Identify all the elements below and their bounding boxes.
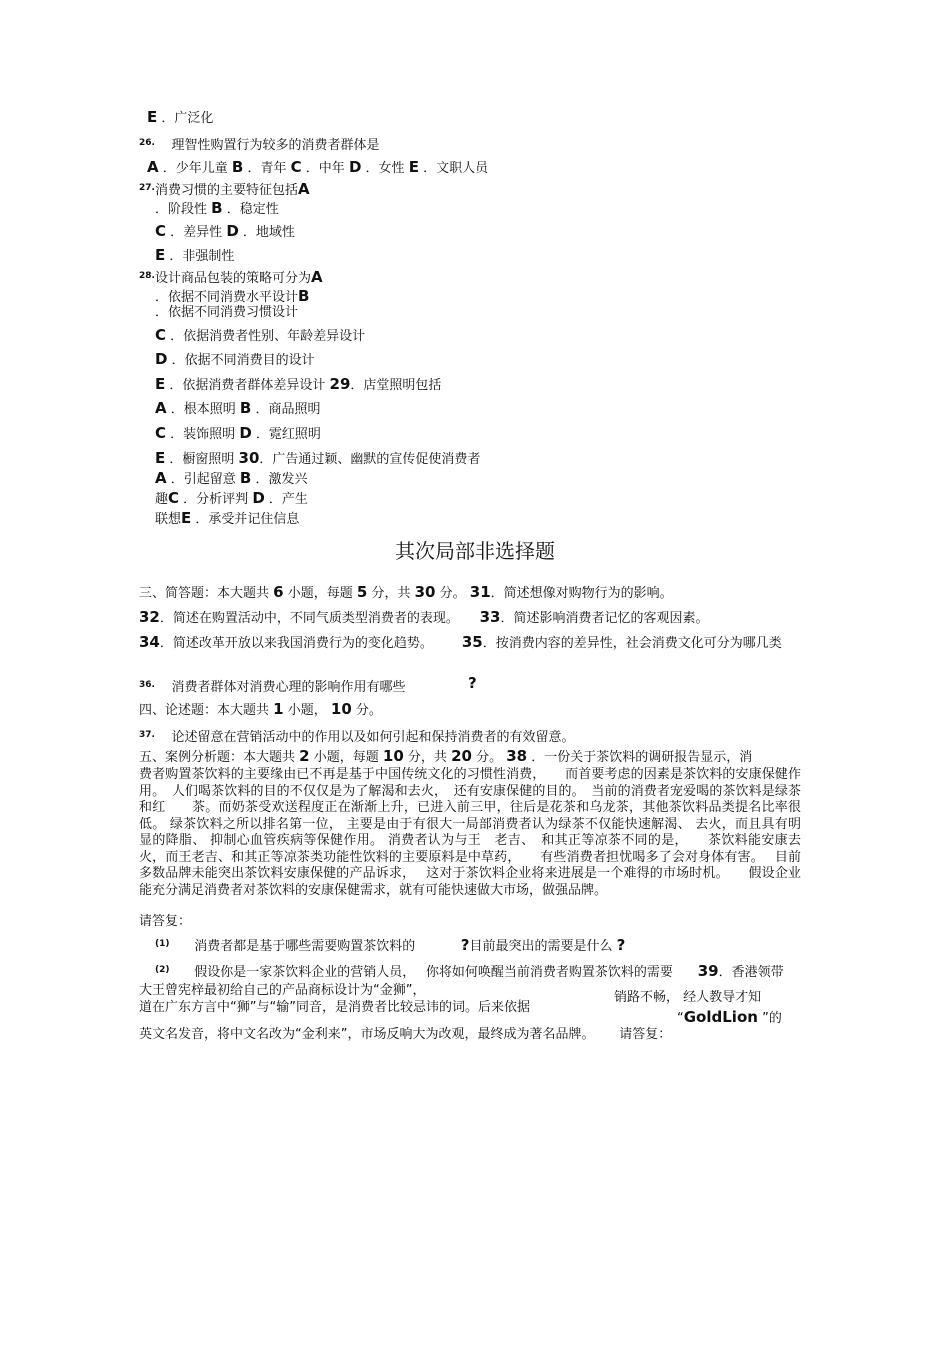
section-5-header: 五、案例分析题：本大题共 2 小题，每题 10 分，共 20 分。 38 ．一份关于茶饮料的调研报告显示，消 <box>139 747 753 765</box>
section-title: 其次局部非选择题 <box>395 539 555 563</box>
q28-option-c: C ．依据消费者性别、年龄差异设计 <box>155 326 366 344</box>
q36: $^{36.}$ 消费者群体对消费心理的影响作用有哪些 <box>139 680 406 695</box>
q39-line-4: 英文名发音，将中文名改为“金利来”，市场反响大为改观，最终成为著名品牌。 请答复： <box>139 1027 672 1042</box>
q25-option-e: E ．广泛化 <box>147 108 214 126</box>
q27-options-cd: C ．差异性 D ．地域性 <box>155 222 295 240</box>
q28-option-d: D ．依据不同消费目的设计 <box>155 350 315 368</box>
q29-options-cd: C ．装饰照明 D ．霓红照明 <box>155 424 321 442</box>
q27-stem: $^{27.}$消费习惯的主要特征包括A <box>139 180 310 198</box>
q29-options-ab: A ．根本照明 B ．商品照明 <box>155 399 321 417</box>
q28-option-b-text: ．依据不同消费习惯设计 <box>155 305 299 320</box>
section-3-header: 三、简答题：本大题共 6 小题，每题 5 分，共 30 分。 31．简述想像对购物行为的影响。 <box>139 583 673 601</box>
q39-line-3: 道在广东方言中“狮”与“输”同音，是消费者比较忌讳的词。后来依据 <box>139 1000 530 1015</box>
q38-sub-question-1: $^{(1)}$ 消费者都是基于哪些需要购置茶饮料的 ?目前最突出的需要是什么 ? <box>155 936 626 954</box>
section-4-header: 四、论述题：本大题共 1 小题， 10 分。 <box>139 700 382 718</box>
q38-reply-prompt: 请答复： <box>139 914 192 929</box>
q28e-q29-stem: E ．依据消费者群体差异设计 29．店堂照明包括 <box>155 375 442 393</box>
q38-case-body: 费者购置茶饮料的主要缘由已不再是基于中国传统文化的习惯性消费， 而首要考虑的因素是茶饮料的安康保健作用。 人们喝茶饮料的目的不仅仅是为了解渴和去火， 还有安康保健的目的。 当前的消费者宠爱喝的茶饮料是绿茶和红 茶。而奶茶受欢送程度正在渐渐上升，已进入前三甲，往后是花茶和乌龙茶，其他茶饮料品类提名比率很低。 绿茶饮料之所以排名第一位， 主要是由于有很大一局部消费者认为绿茶不仅能快速解渴、 去火，而且具有明显的降脂、 抑制心血管疾病等保健作用。 消费者认为与王 老吉、 和其正等凉茶不同的是， 茶饮料能安康去火，而王老吉、和其正等凉茶类功能性饮料的主要原料是中草药， 有些消费者担忧喝多了会对身体有害。 目前多数品牌未能突出茶饮料安康保健的产品诉求， 这对于茶饮料企业将来进展是一个难得的市场时机。 假设企业能充分满足消费者对茶饮料的安康保健需求，就有可能快速做大市场，做强品牌。 <box>139 767 801 898</box>
q30-option-e: 联想E ．承受并记住信息 <box>155 509 300 527</box>
q39-line-2b: 销路不畅， 经人教导才知 <box>614 990 762 1005</box>
q30-options-cd: 趣C ．分析评判 D ．产生 <box>155 489 308 507</box>
q37: $^{37.}$ 论述留意在营销活动中的作用以及如何引起和保持消费者的有效留意。 <box>139 730 575 745</box>
q36-question-mark: ? <box>468 674 477 692</box>
q27-option-e: E ．非强制性 <box>155 246 235 264</box>
q28-options-ab: ．依据不同消费水平设计B <box>155 287 310 305</box>
q30-options-ab: A ．引起留意 B ．激发兴 <box>155 469 308 487</box>
q32-q33: 32．简述在购置活动中，不同气质类型消费者的表现。 33．简述影响消费者记忆的客观因素。 <box>139 608 709 626</box>
q39-line-2: 大王曾宪梓最初给自己的产品商标设计为“金狮”， <box>139 983 426 998</box>
q28-stem: $^{28.}$设计商品包装的策略可分为A <box>139 268 323 286</box>
q39-goldlion: “GoldLion ”的 <box>677 1008 782 1026</box>
q26-stem: $^{26.}$ 理智性购置行为较多的消费者群体是 <box>139 138 380 153</box>
q34-q35: 34．简述改革开放以来我国消费行为的变化趋势。 35．按消费内容的差异性，社会消费文化可分为哪几类 <box>139 633 782 651</box>
q27-options-ab: ．阶段性 B ．稳定性 <box>155 199 279 217</box>
q26-options: A ．少年儿童 B ．青年 C ．中年 D ．女性 E ．文职人员 <box>147 158 489 176</box>
q38-sub-question-2: $^{(2)}$ 假设你是一家茶饮料企业的营销人员， 你将如何唤醒当前消费者购置茶饮料的需要 39．香港领带 <box>155 962 784 980</box>
q29e-q30-stem: E ．橱窗照明 30．广告通过颖、幽默的宣传促使消费者 <box>155 449 481 467</box>
